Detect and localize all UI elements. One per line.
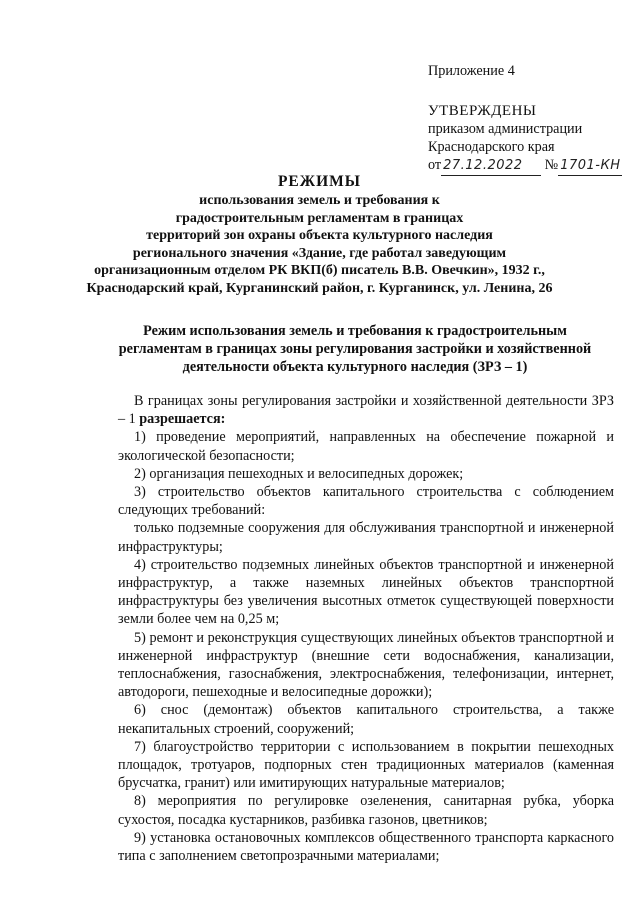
title-line: Краснодарский край, Курганинский район, г. Курганинск, ул. Ленина, 26 bbox=[86, 280, 553, 296]
list-item: 5) ремонт и реконструкция существующих линейных объектов транспортной и инженерной инфраструктур (внешние сети водоснабжения, канализации, теплоснабжения, газоснабжения, электроснабжения, телефонизации, интернет, автодороги, пешеходные и велосипедные дорожки); bbox=[118, 629, 614, 701]
order-issuer-line1: приказом администрации bbox=[428, 121, 583, 137]
appendix-label: Приложение 4 bbox=[428, 63, 515, 79]
date-prefix: от bbox=[428, 157, 442, 173]
title-line: использования земель и требования к bbox=[199, 193, 440, 208]
number-sign: № bbox=[544, 157, 559, 173]
list-item: 8) мероприятия по регулировке озеленения, санитарная рубка, уборка сухостоя, посадка кустарников, разбивка газонов, цветников; bbox=[118, 793, 614, 828]
handwritten-number: 1701-КН bbox=[558, 157, 622, 176]
intro-paragraph bbox=[118, 392, 614, 428]
title-line: территорий зон охраны объекта культурного наследия bbox=[146, 228, 493, 244]
list-item: 4) строительство подземных линейных объектов транспортной и инженерной инфраструктур, а также наземных линейных объектов транспортной инфраструктуры без увеличения высотных отметок существующей поверхности земли более чем на 0,25 м; bbox=[118, 556, 614, 628]
list-item: 6) снос (демонтаж) объектов капитального строительства, а также некапитальных строений, сооружений; bbox=[118, 702, 614, 737]
order-issuer-line2: Краснодарского края bbox=[428, 139, 555, 155]
list-item: 7) благоустройство территории с использованием в покрытии пешеходных площадок, тротуаров, подпорных стен традиционных материалов (каменная брусчатка, гранит) или имитирующих натуральные материалов; bbox=[118, 738, 614, 792]
section-heading: Режим использования земель и требования к градостроительным регламентам в границах зоны регулирования застройки и хозяйственной деятельности объекта культурного наследия (ЗРЗ – 1) bbox=[118, 323, 592, 375]
handwritten-date: 27.12.2022 bbox=[441, 157, 541, 176]
title-main: РЕЖИМЫ bbox=[277, 173, 362, 190]
list-item: 3) строительство объектов капитального строительства с соблюдением следующих требований: bbox=[118, 484, 614, 519]
list-item: 2) организация пешеходных и велосипедных дорожек; bbox=[134, 465, 464, 482]
intro-text: В границах зоны регулирования застройки и хозяйственной деятельности ЗРЗ – 1 bbox=[118, 393, 614, 428]
document-body bbox=[118, 392, 614, 865]
list-item: только подземные сооружения для обслуживания транспортной и инженерной инфраструктуры; bbox=[118, 520, 614, 555]
approved-heading: УТВЕРЖДЕНЫ bbox=[428, 103, 537, 119]
list-item: 1) проведение мероприятий, направленных на обеспечение пожарной и экологической безопасности; bbox=[118, 429, 614, 464]
list-item: 9) установка остановочных комплексов общественного транспорта каркасного типа с заполнением светопрозрачными материалами; bbox=[118, 829, 614, 865]
intro-bold: разрешается: bbox=[139, 411, 226, 428]
document-title bbox=[0, 172, 639, 298]
title-line: организационным отделом РК ВКП(б) писатель В.В. Овечкин», 1932 г., bbox=[94, 263, 545, 279]
title-line: регионального значения «Здание, где работал заведующим bbox=[132, 245, 507, 261]
approval-block bbox=[428, 62, 622, 176]
title-line: градостроительным регламентам в границах bbox=[175, 210, 464, 226]
